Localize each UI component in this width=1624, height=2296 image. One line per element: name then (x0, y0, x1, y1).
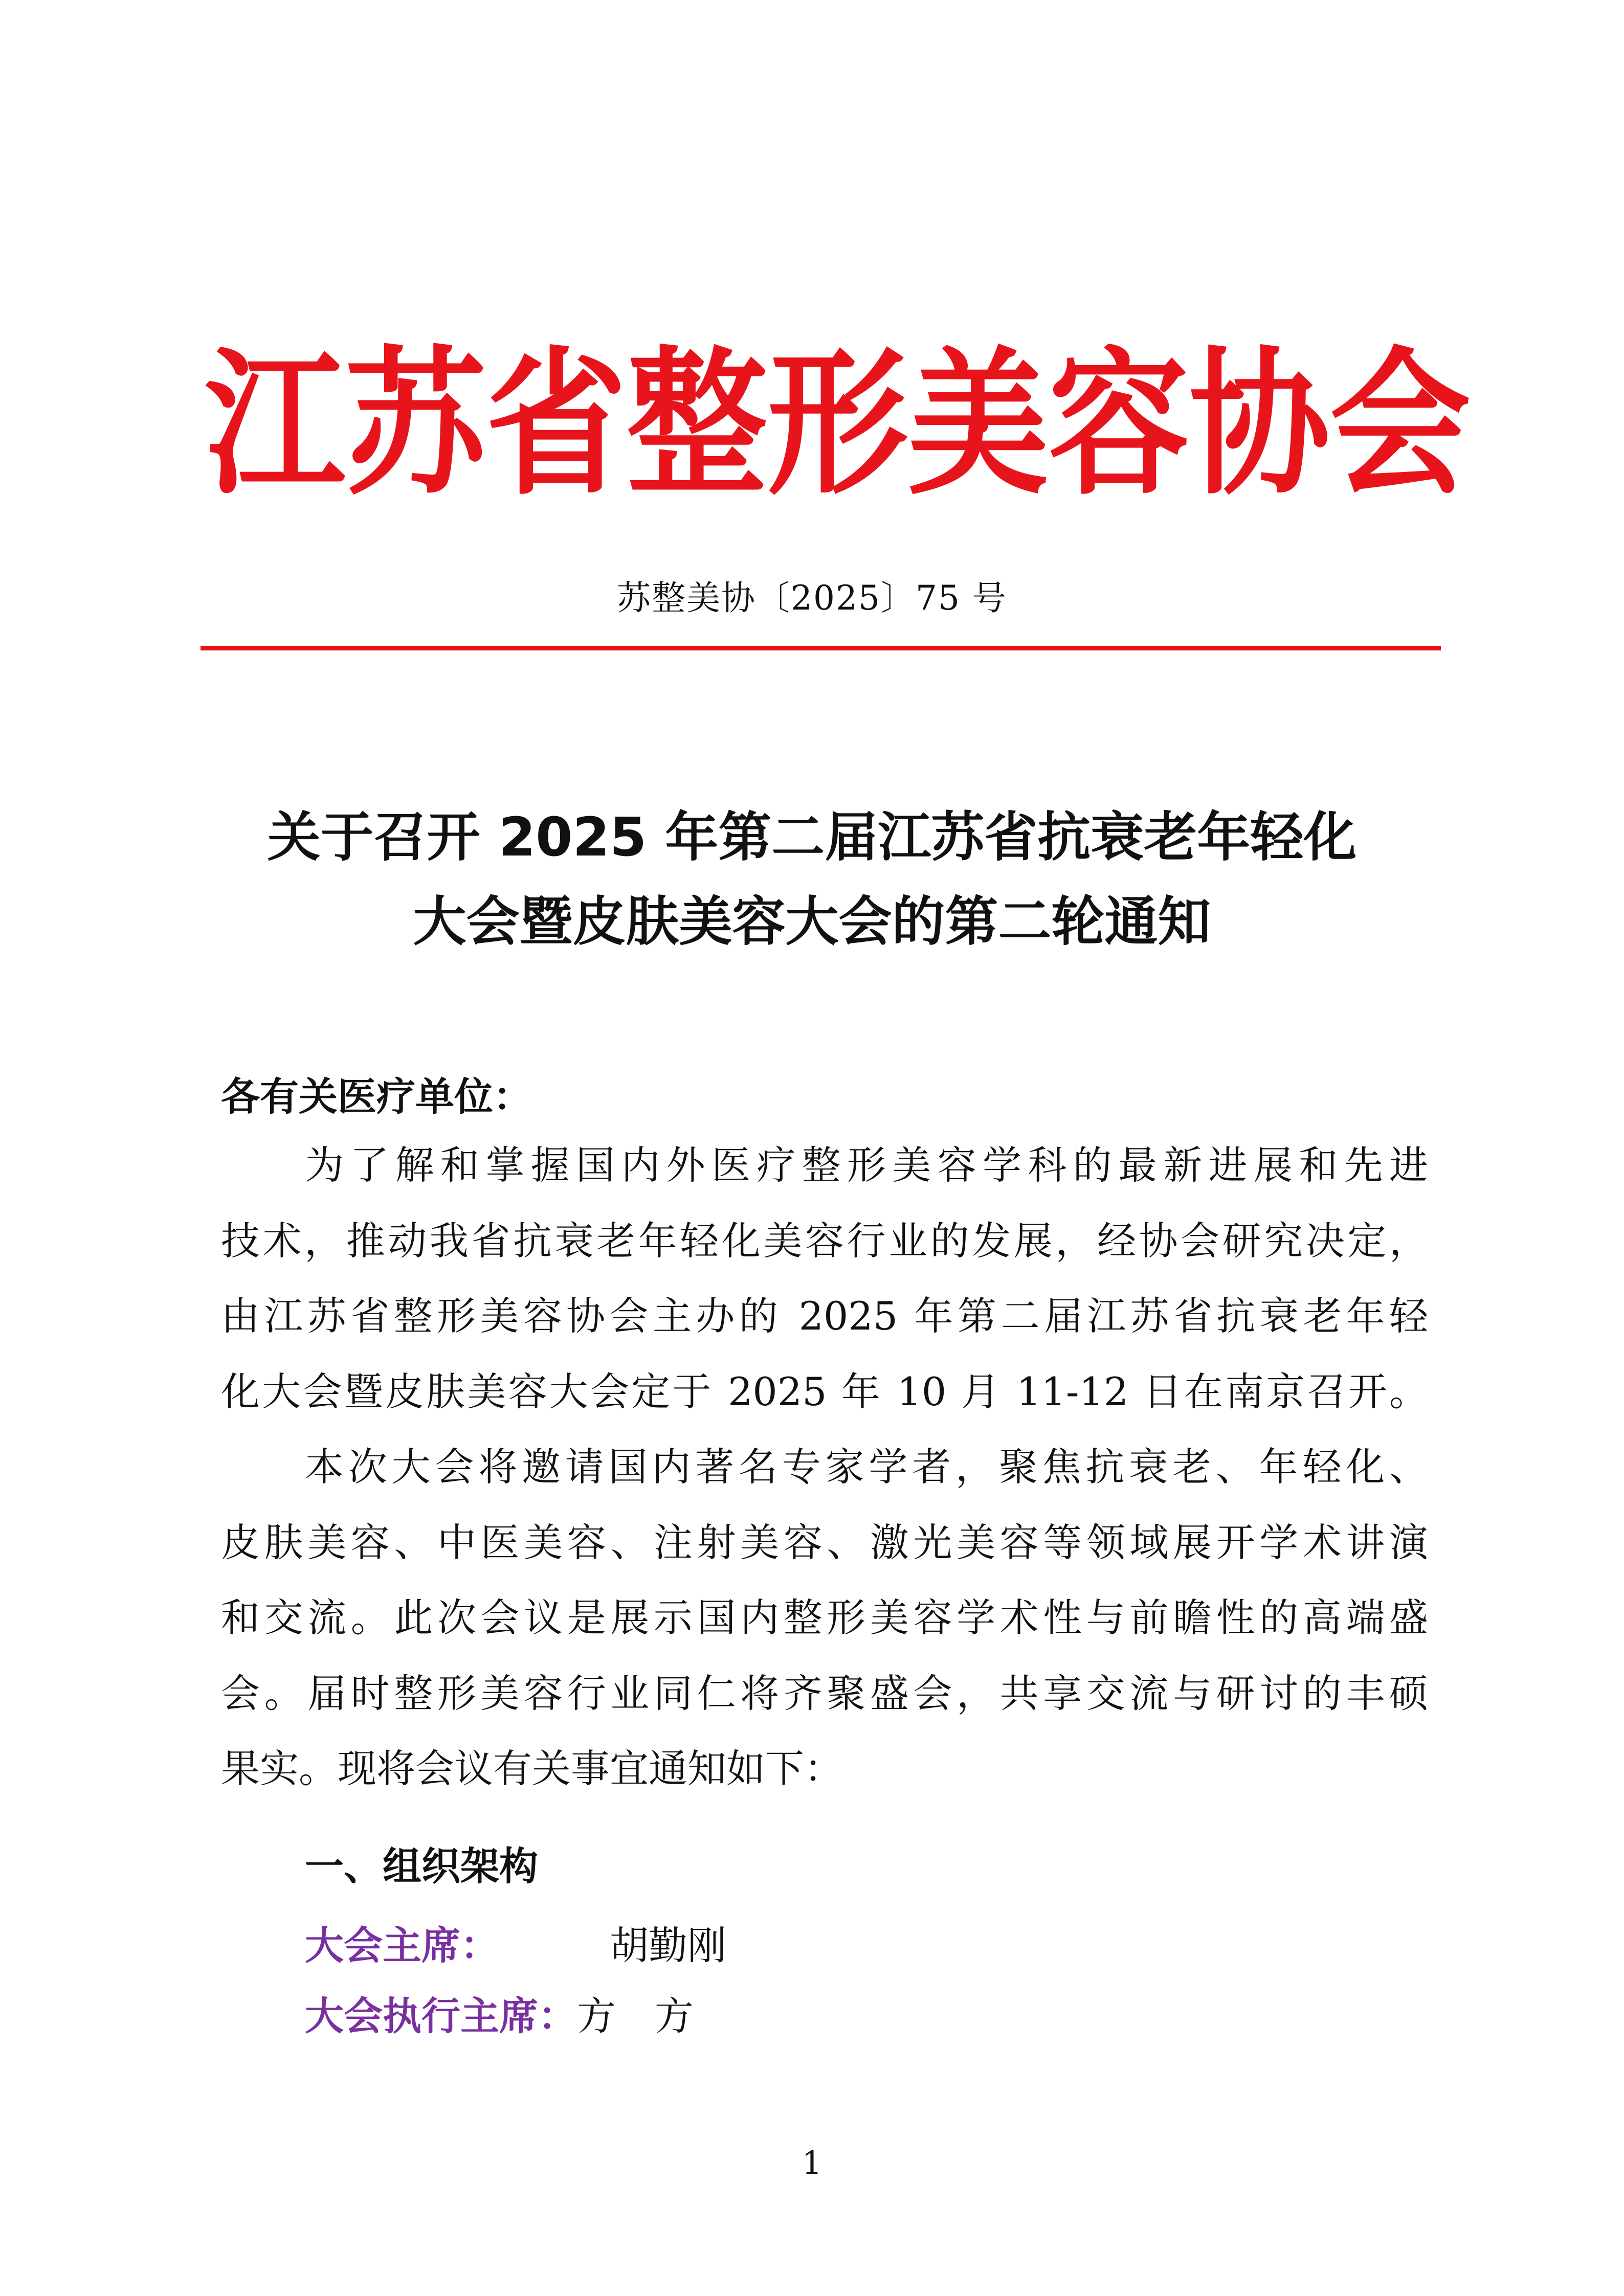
chairman-row (305, 1918, 726, 1974)
document-number: 苏整美协〔2025〕75 号 (617, 578, 1007, 618)
org-name-char: 容 (1049, 332, 1189, 516)
paragraph-intro (221, 1128, 1428, 1429)
document-title (153, 795, 1471, 964)
exec-chairman-name: 方 方 (577, 1993, 694, 2039)
org-header-title (205, 304, 1471, 545)
paragraph-line: 化大会暨皮肤美容大会定于 2025 年 10 月 11-12 日在南京召开。 (221, 1368, 1428, 1414)
paragraph-line: 为了解和掌握国内外医疗整形美容学科的最新进展和先进 (305, 1142, 1428, 1188)
exec-chairman-row (305, 1988, 694, 2044)
org-name-char: 会 (1330, 332, 1471, 516)
org-name-char: 形 (767, 332, 908, 516)
exec-chairman-label: 大会执行主席： (305, 1993, 577, 2039)
org-name-char: 苏 (345, 332, 486, 516)
title-line-2: 大会暨皮肤美容大会的第二轮通知 (413, 890, 1211, 953)
paragraph-line: 和交流。此次会议是展示国内整形美容学术性与前瞻性的高端盛 (221, 1595, 1428, 1640)
paragraph-line: 皮肤美容、中医美容、注射美容、激光美容等领域展开学术讲演 (221, 1519, 1428, 1565)
org-name-char: 协 (1189, 332, 1330, 516)
paragraph-details (221, 1429, 1428, 1807)
paragraph-line: 技术，推动我省抗衰老年轻化美容行业的发展，经协会研究决定， (221, 1218, 1428, 1264)
section-heading-organization: 一、组织架构 (305, 1843, 538, 1889)
title-line-1: 关于召开 2025 年第二届江苏省抗衰老年轻化 (267, 806, 1357, 868)
org-name-char: 美 (908, 332, 1049, 516)
paragraph-line: 果实。现将会议有关事宜通知如下： (221, 1746, 843, 1791)
org-name-char: 整 (627, 332, 767, 516)
paragraph-line: 由江苏省整形美容协会主办的 2025 年第二届江苏省抗衰老年轻 (221, 1293, 1428, 1339)
chairman-name: 胡勤刚 (610, 1923, 726, 1968)
org-name-char: 江 (205, 332, 345, 516)
org-name-char: 省 (486, 332, 627, 516)
chairman-label: 大会主席： (305, 1923, 499, 1968)
paragraph-line: 本次大会将邀请国内著名专家学者，聚焦抗衰老、年轻化、 (305, 1444, 1428, 1490)
page-number: 1 (802, 2144, 822, 2181)
salutation: 各有关医疗单位： (221, 1074, 532, 1119)
header-red-rule (201, 646, 1441, 650)
paragraph-line: 会。届时整形美容行业同仁将齐聚盛会，共享交流与研讨的丰硕 (221, 1670, 1428, 1716)
